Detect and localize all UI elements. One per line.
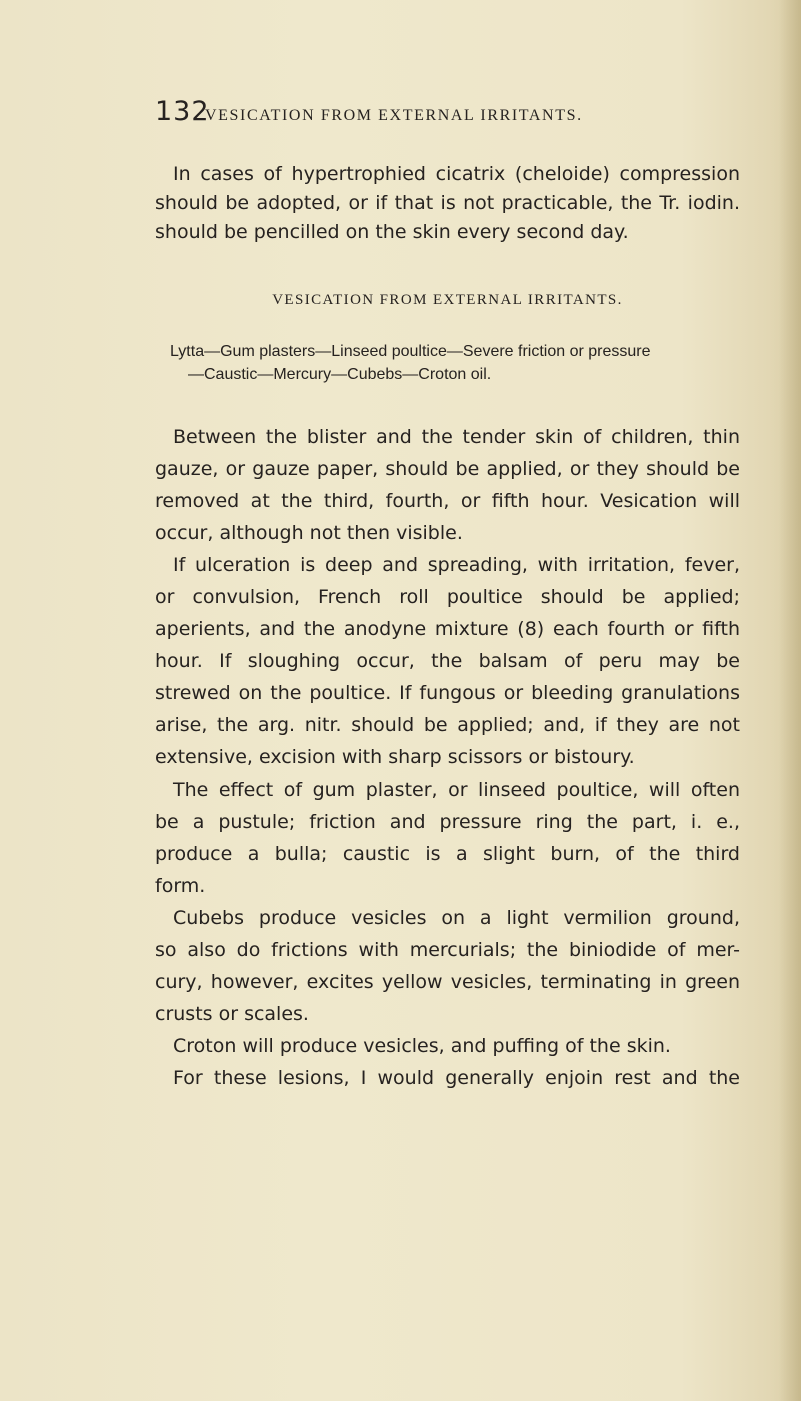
page-edge-shadow [779,0,801,1401]
text-line: or convulsion, French roll poultice should be applied; [155,586,740,609]
text-line: crusts or scales. [155,1002,309,1025]
text-line: should be pencilled on the skin every second day. [155,220,629,243]
body-text [155,421,740,1094]
list-line: —Caustic—Mercury—Cubebs—Croton oil. [188,366,492,383]
text-line: hour. If sloughing occur, the balsam of peru may be [155,650,740,673]
text-line: removed at the third, fourth, or fifth hour. Vesication will [155,490,740,513]
text-line: Croton will produce vesicles, and puffing of the skin. [173,1034,671,1057]
page-header [155,96,715,130]
text-line: strewed on the poultice. If fungous or bleeding granulations [155,682,740,705]
text-line: form. [155,874,206,897]
text-line: arise, the arg. nitr. should be applied; and, if they are not [155,714,740,737]
text-line: In cases of hypertrophied cicatrix (cheloide) compression [173,163,740,185]
page-number: 132 [155,96,210,127]
text-line: If ulceration is deep and spreading, with irritation, fever, [173,554,740,577]
intro-paragraph [155,160,740,246]
text-line: Cubebs produce vesicles on a light vermilion ground, [173,906,740,929]
text-line: For these lesions, I would generally enjoin rest and the [173,1066,740,1089]
irritants-list [170,340,740,386]
section-heading: VESICATION FROM EXTERNAL IRRITANTS. [272,292,623,308]
text-line: The effect of gum plaster, or linseed poultice, will often [173,778,740,801]
text-line: extensive, excision with sharp scissors or bistoury. [155,746,635,769]
text-line: so also do frictions with mercurials; the biniodide of mer- [155,938,740,961]
text-line: gauze, or gauze paper, should be applied, or they should be [155,458,740,481]
text-line: occur, although not then visible. [155,522,463,545]
text-line: be a pustule; friction and pressure ring the part, i. e., [155,810,740,833]
text-line: should be adopted, or if that is not practicable, the Tr. iodin. [155,191,740,214]
running-head: VESICATION FROM EXTERNAL IRRITANTS. [205,107,583,124]
list-line: Lytta—Gum plasters—Linseed poultice—Severe friction or pressure [170,343,651,360]
text-line: cury, however, excites yellow vesicles, terminating in green [155,970,740,993]
text-line: aperients, and the anodyne mixture (8) each fourth or fifth [155,618,740,641]
text-line: produce a bulla; caustic is a slight burn, of the third [155,842,740,865]
text-line: Between the blister and the tender skin of children, thin [173,426,740,448]
